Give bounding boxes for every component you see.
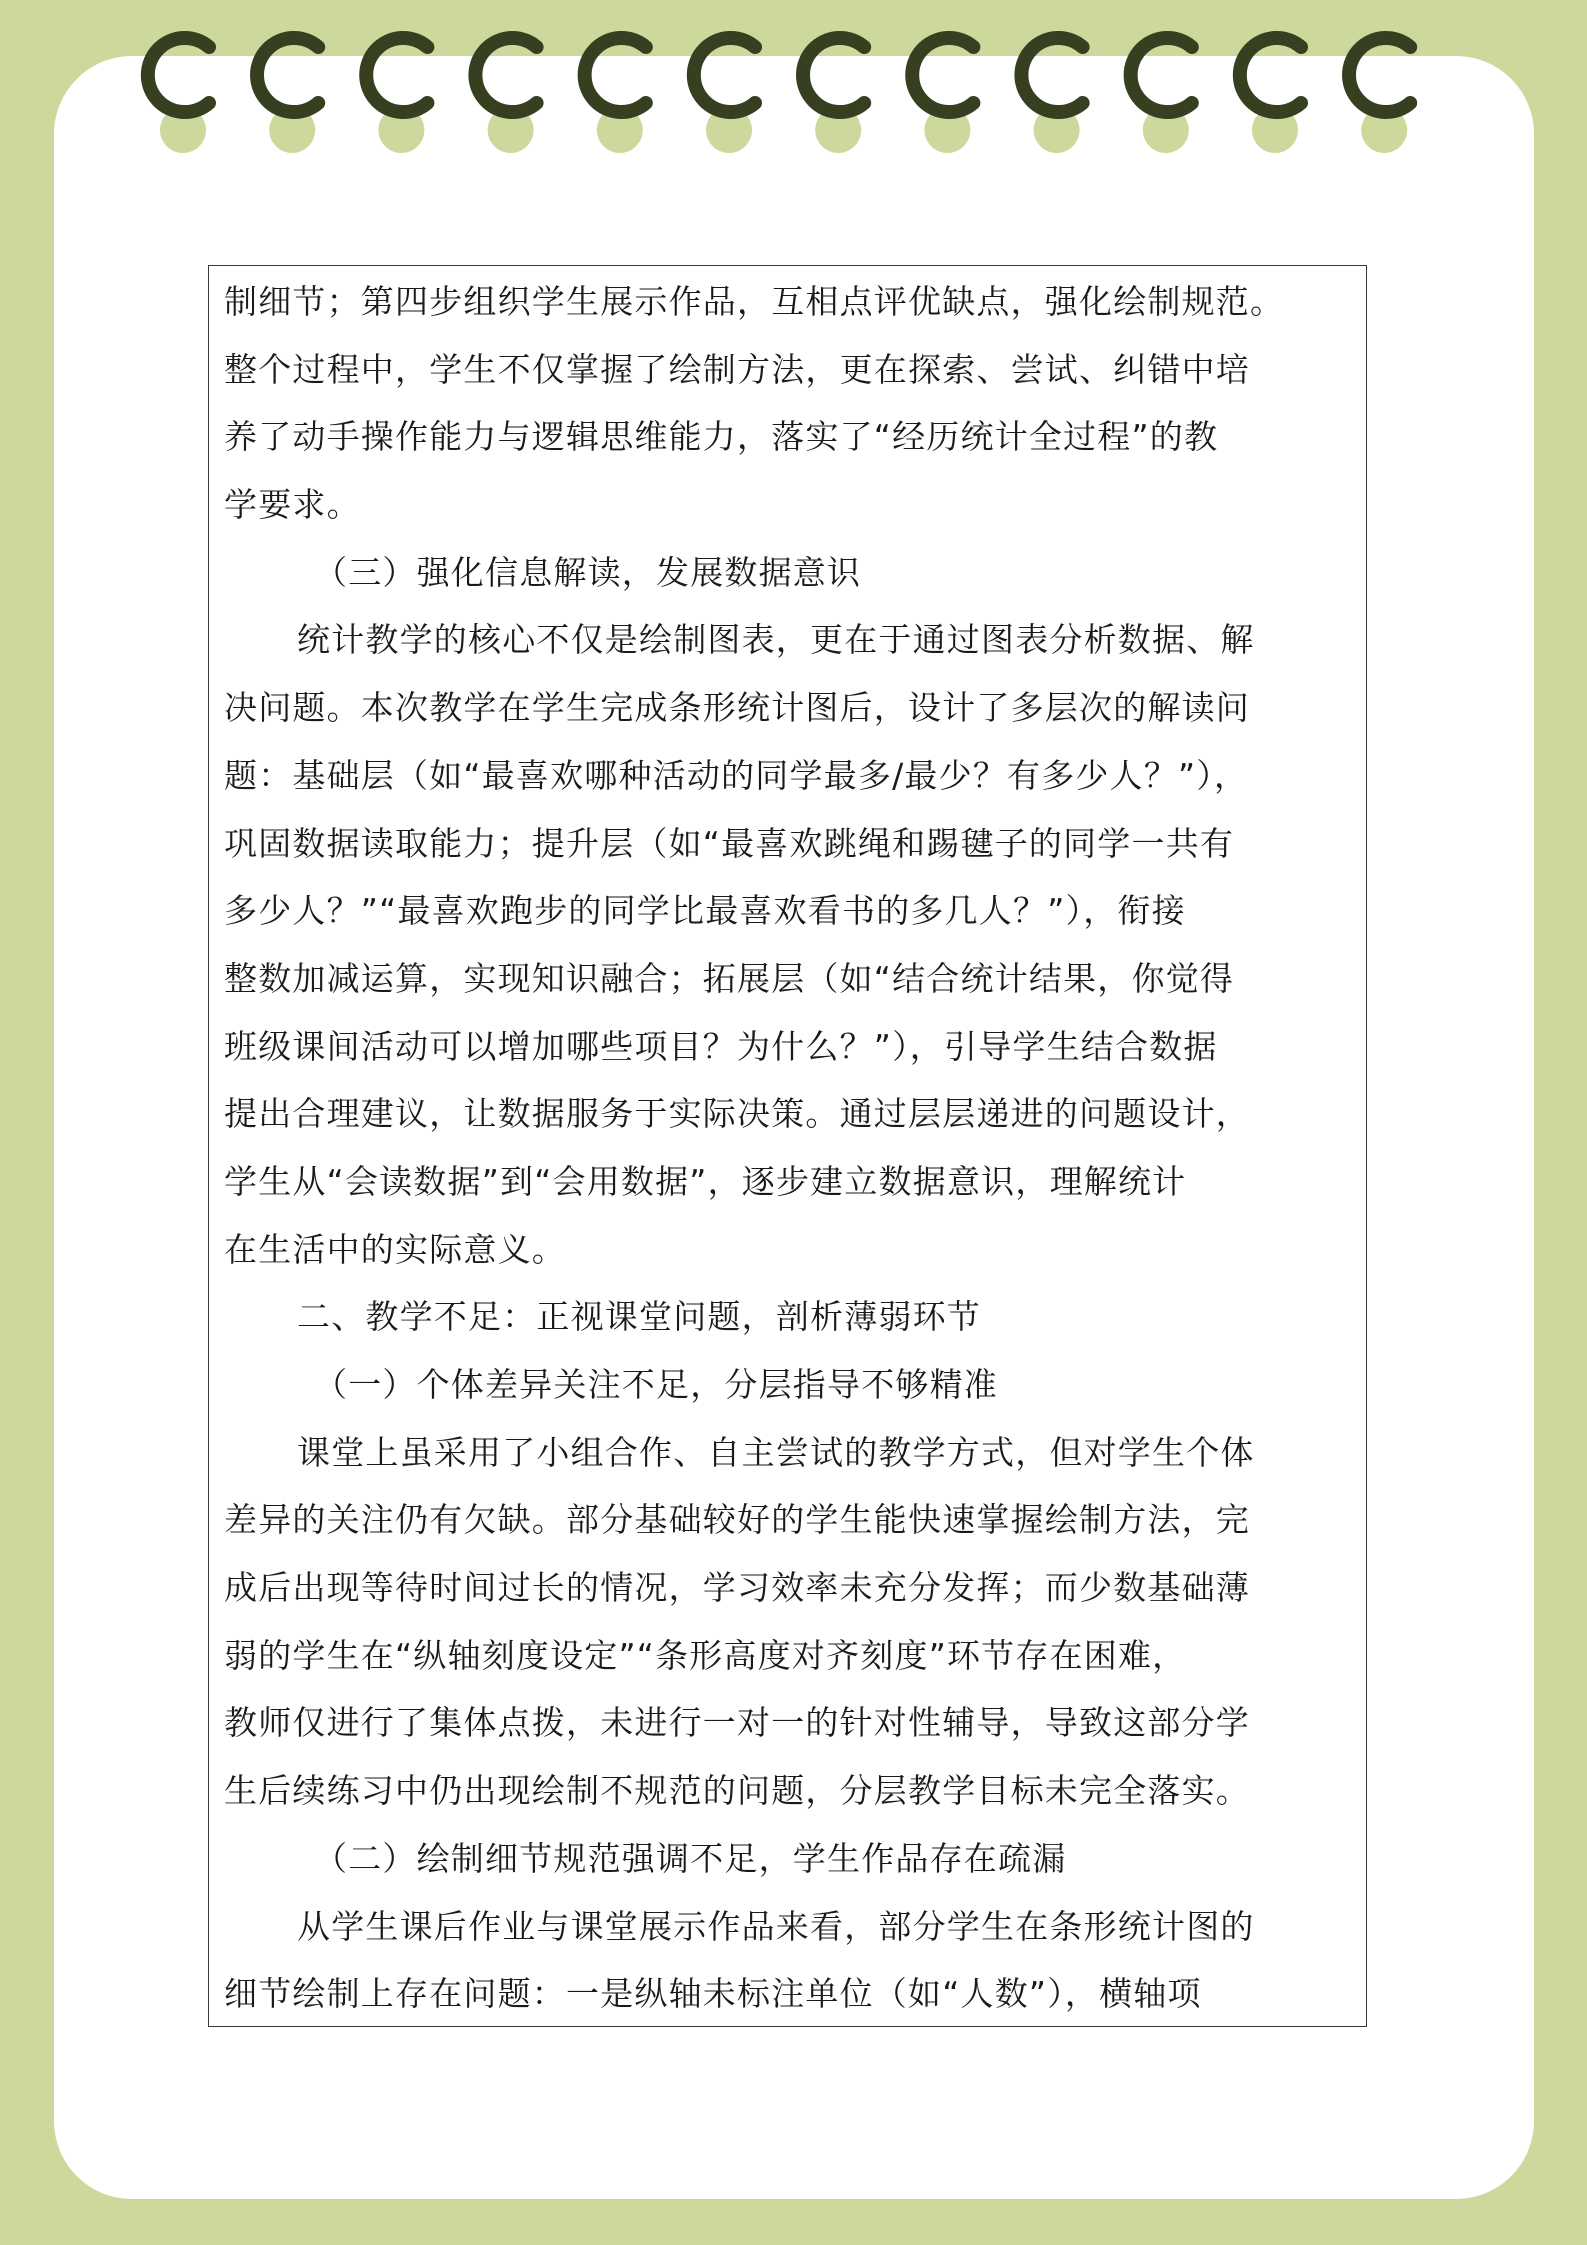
binding-ring — [803, 38, 864, 112]
binding-ring — [366, 38, 427, 112]
text-line: 细节绘制上存在问题：一是纵轴未标注单位（如“人数”），横轴项 — [224, 1974, 1202, 2014]
text-line: 整个过程中，学生不仅掌握了绘制方法，更在探索、尝试、纠错中培 — [224, 349, 1250, 389]
text-line: 教师仅进行了集体点拨，未进行一对一的针对性辅导，导致这部分学 — [224, 1703, 1250, 1743]
binding-ring — [585, 38, 646, 112]
text-line: 统计教学的核心不仅是绘制图表，更在于通过图表分析数据、解 — [297, 620, 1255, 660]
binding-ring — [148, 38, 209, 112]
binding-ring — [694, 38, 755, 112]
binding-ring — [1349, 38, 1410, 112]
text-line: 巩固数据读取能力；提升层（如“最喜欢跳绳和踢毽子的同学一共有 — [224, 823, 1235, 863]
text-line: 题：基础层（如“最喜欢哪种活动的同学最多/最少？有多少人？”）， — [224, 755, 1249, 795]
heading-text: 二、教学不足：正视课堂问题，剖析薄弱环节 — [297, 1297, 981, 1337]
binding-ring — [1240, 38, 1301, 112]
document-body — [208, 265, 1367, 2027]
binding-ring — [1021, 38, 1082, 112]
text-line: 成后出现等待时间过长的情况，学习效率未充分发挥；而少数基础薄 — [224, 1568, 1250, 1608]
text-line: 提出合理建议，让数据服务于实际决策。通过层层递进的问题设计， — [224, 1094, 1250, 1134]
binding-ring — [1131, 38, 1192, 112]
paragraph-4 — [224, 1893, 1366, 2028]
section-subheading-1 — [224, 1351, 1366, 1419]
text-line: 学要求。 — [224, 485, 361, 525]
spiral-binding — [0, 0, 1587, 170]
paragraph-3 — [224, 1419, 1366, 1825]
text-line: 班级课间活动可以增加哪些项目？为什么？”），引导学生结合数据 — [224, 1026, 1218, 1066]
paragraph-2 — [224, 606, 1366, 1283]
text-line: 整数加减运算，实现知识融合；拓展层（如“结合统计结果，你觉得 — [224, 958, 1235, 998]
text-line: 养了动手操作能力与逻辑思维能力，落实了“经历统计全过程”的教 — [224, 417, 1219, 457]
paragraph-1 — [224, 268, 1366, 539]
text-line: 学生从“会读数据”到“会用数据”，逐步建立数据意识，理解统计 — [224, 1161, 1187, 1201]
subheading-text: （二）绘制细节规范强调不足，学生作品存在疏漏 — [314, 1838, 1067, 1878]
text-line: 多少人？”“最喜欢跑步的同学比最喜欢看书的多几人？”），衔接 — [224, 891, 1186, 931]
text-line: 生后续练习中仍出现绘制不规范的问题，分层教学目标未完全落实。 — [224, 1771, 1250, 1811]
section-heading-2 — [224, 1283, 1366, 1351]
binding-ring — [257, 38, 318, 112]
binding-ring — [475, 38, 536, 112]
text-line: 课堂上虽采用了小组合作、自主尝试的教学方式，但对学生个体 — [297, 1432, 1255, 1472]
text-line: 弱的学生在“纵轴刻度设定”“条形高度对齐刻度”环节存在困难， — [224, 1635, 1187, 1675]
section-subheading-2 — [224, 1825, 1366, 1893]
subheading-text: （三）强化信息解读，发展数据意识 — [314, 552, 862, 592]
text-line: 从学生课后作业与课堂展示作品来看，部分学生在条形统计图的 — [297, 1906, 1255, 1946]
section-subheading-3 — [224, 539, 1366, 607]
text-line: 差异的关注仍有欠缺。部分基础较好的学生能快速掌握绘制方法，完 — [224, 1500, 1250, 1540]
text-line: 在生活中的实际意义。 — [224, 1229, 566, 1269]
text-line: 制细节；第四步组织学生展示作品，互相点评优缺点，强化绘制规范。 — [224, 282, 1285, 321]
text-line: 决问题。本次教学在学生完成条形统计图后，设计了多层次的解读问 — [224, 688, 1250, 728]
binding-ring — [912, 38, 973, 112]
subheading-text: （一）个体差异关注不足，分层指导不够精准 — [314, 1365, 998, 1404]
